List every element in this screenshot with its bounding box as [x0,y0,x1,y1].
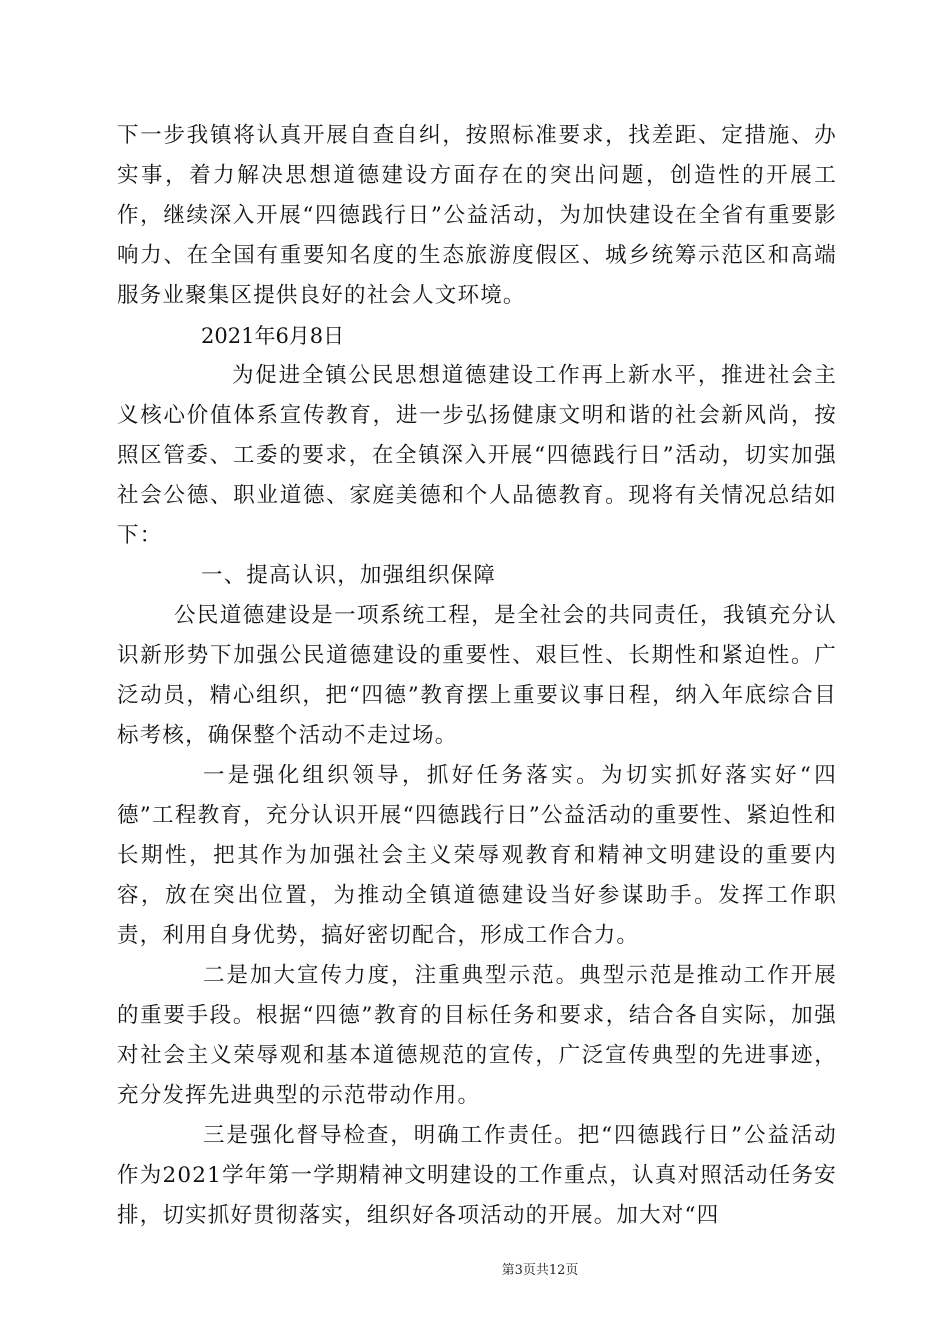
paragraph-next-steps: 下一步我镇将认真开展自查自纠，按照标准要求，找差距、定措施、办实事，着力解决思想道德建设方面存在的突出问题，创造性的开展工作，继续深入开展“四德践行日”公益活动，为加快建设在全省有重要影响力、在全国有重要知名度的生态旅游度假区、城乡统筹示范区和高端服务业聚集区提供良好的社会人文环境。 [117,123,837,308]
page-footer [0,1262,950,1280]
page-number: 第3页共12页 [501,1263,579,1278]
paragraph-supervision: 三是强化督导检查，明确工作责任。把“四德践行日”公益活动作为2021学年第一学期精神文明建设的工作重点，认真对照活动任务安排，切实抓好贯彻落实，组织好各项活动的开展。加大对“四 [117,1123,837,1228]
date-line: 2021年6月8日 [201,324,345,348]
paragraph-publicity: 二是加大宣传力度，注重典型示范。典型示范是推动工作开展的重要手段。根据“四德”教育的目标任务和要求，结合各自实际，加强对社会主义荣辱观和基本道德规范的宣传，广泛宣传典型的先进事迹，充分发挥先进典型的示范带动作用。 [117,963,837,1108]
paragraph-leadership: 一是强化组织领导，抓好任务落实。为切实抓好落实好“四德”工程教育，充分认识开展“四德践行日”公益活动的重要性、紧迫性和长期性，把其作为加强社会主义荣辱观教育和精神文明建设的重要内容，放在突出位置，为推动全镇道德建设当好参谋助手。发挥工作职责，利用自身优势，搞好密切配合，形成工作合力。 [117,763,837,948]
paragraph-intro: 为促进全镇公民思想道德建设工作再上新水平，推进社会主义核心价值体系宣传教育，进一步弘扬健康文明和谐的社会新风尚，按照区管委、工委的要求，在全镇深入开展“四德践行日”活动，切实加强社会公德、职业道德、家庭美德和个人品德教育。现将有关情况总结如下： [117,363,837,548]
section-heading: 一、提高认识，加强组织保障 [201,563,497,588]
document-body [117,116,837,1236]
paragraph-civic-morality: 公民道德建设是一项系统工程，是全社会的共同责任，我镇充分认识新形势下加强公民道德建设的重要性、艰巨性、长期性和紧迫性。广泛动员，精心组织，把“四德”教育摆上重要议事日程，纳入年底综合目标考核，确保整个活动不走过场。 [117,603,837,748]
